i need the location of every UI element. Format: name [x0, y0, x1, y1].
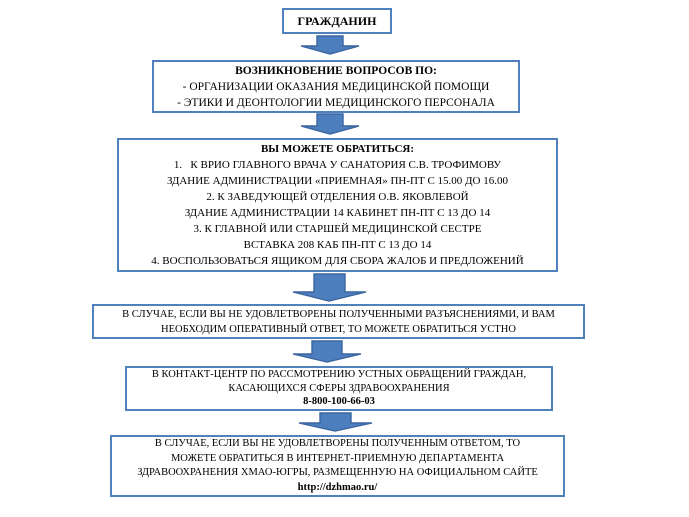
oral-appeal-box: [92, 304, 585, 339]
contacts-item: 1. К ВРИО ГЛАВНОГО ВРАЧА У САНАТОРИЯ С.В. ТРОФИМОВУ: [173, 159, 502, 171]
contacts-item: ЗДАНИЕ АДМИНИСТРАЦИИ 14 КАБИНЕТ ПН-ПТ С 13 ДО 14: [184, 207, 491, 219]
questions-item: - ЭТИКИ И ДЕОНТОЛОГИИ МЕДИЦИНСКОГО ПЕРСОНАЛА: [177, 96, 495, 109]
internet-reception-line: ЗДРАВООХРАНЕНИЯ ХМАО-ЮГРЫ, РАЗМЕЩЕННУЮ НА ОФИЦИАЛЬНОМ САЙТЕ: [137, 467, 538, 478]
internet-reception-url: http://dzhmao.ru/: [297, 481, 378, 493]
contact-center-box: [125, 366, 553, 411]
contacts-item: 2. К ЗАВЕДУЮЩЕЙ ОТДЕЛЕНИЯ О.В. ЯКОВЛЕВОЙ: [206, 191, 469, 203]
contacts-item: ЗДАНИЕ АДМИНИСТРАЦИИ «ПРИЕМНАЯ» ПН-ПТ С 15.00 ДО 16.00: [167, 175, 508, 187]
down-arrow-1-icon: [300, 35, 360, 55]
questions-item: - ОРГАНИЗАЦИИ ОКАЗАНИЯ МЕДИЦИНСКОЙ ПОМОЩИ: [182, 80, 490, 93]
internet-reception-box: [110, 435, 565, 497]
citizen-label: ГРАЖДАНИН: [297, 13, 377, 28]
contact-center-phone: 8-800-100-66-03: [303, 396, 375, 408]
contact-center-line: В КОНТАКТ-ЦЕНТР ПО РАССМОТРЕНИЮ УСТНЫХ ОБРАЩЕНИЙ ГРАЖДАН,: [151, 369, 527, 381]
internet-reception-line: В СЛУЧАЕ, ЕСЛИ ВЫ НЕ УДОВЛЕТВОРЕНЫ ПОЛУЧЕННЫМ ОТВЕТОМ, ТО: [154, 438, 521, 449]
questions-box: [152, 60, 520, 113]
contacts-item: 4. ВОСПОЛЬЗОВАТЬСЯ ЯЩИКОМ ДЛЯ СБОРА ЖАЛОБ И ПРЕДЛОЖЕНИЙ: [151, 255, 524, 267]
contacts-box: [117, 138, 558, 272]
contacts-item: 3. К ГЛАВНОЙ ИЛИ СТАРШЕЙ МЕДИЦИНСКОЙ СЕСТРЕ: [193, 223, 482, 235]
down-arrow-4-icon: [292, 340, 362, 363]
questions-heading: ВОЗНИКНОВЕНИЕ ВОПРОСОВ ПО:: [235, 64, 437, 77]
contacts-item: ВСТАВКА 208 КАБ ПН-ПТ С 13 ДО 14: [243, 239, 432, 251]
down-arrow-2-icon: [300, 113, 360, 135]
citizen-box: [282, 8, 392, 34]
down-arrow-5-icon: [298, 412, 373, 432]
internet-reception-line: МОЖЕТЕ ОБРАТИТЬСЯ В ИНТЕРНЕТ-ПРИЕМНУЮ ДЕПАРТАМЕНТА: [170, 452, 505, 464]
oral-appeal-line: НЕОБХОДИМ ОПЕРАТИВНЫЙ ОТВЕТ, ТО МОЖЕТЕ ОБРАТИТЬСЯ УСТНО: [161, 323, 516, 335]
contacts-heading: ВЫ МОЖЕТЕ ОБРАТИТЬСЯ:: [260, 143, 415, 155]
oral-appeal-line: В СЛУЧАЕ, ЕСЛИ ВЫ НЕ УДОВЛЕТВОРЕНЫ ПОЛУЧЕННЫМИ РАЗЪЯСНЕНИЯМИ, И ВАМ: [122, 308, 555, 320]
contact-center-line: КАСАЮЩИХСЯ СФЕРЫ ЗДРАВООХРАНЕНИЯ: [228, 382, 450, 394]
down-arrow-3-icon: [292, 273, 367, 302]
